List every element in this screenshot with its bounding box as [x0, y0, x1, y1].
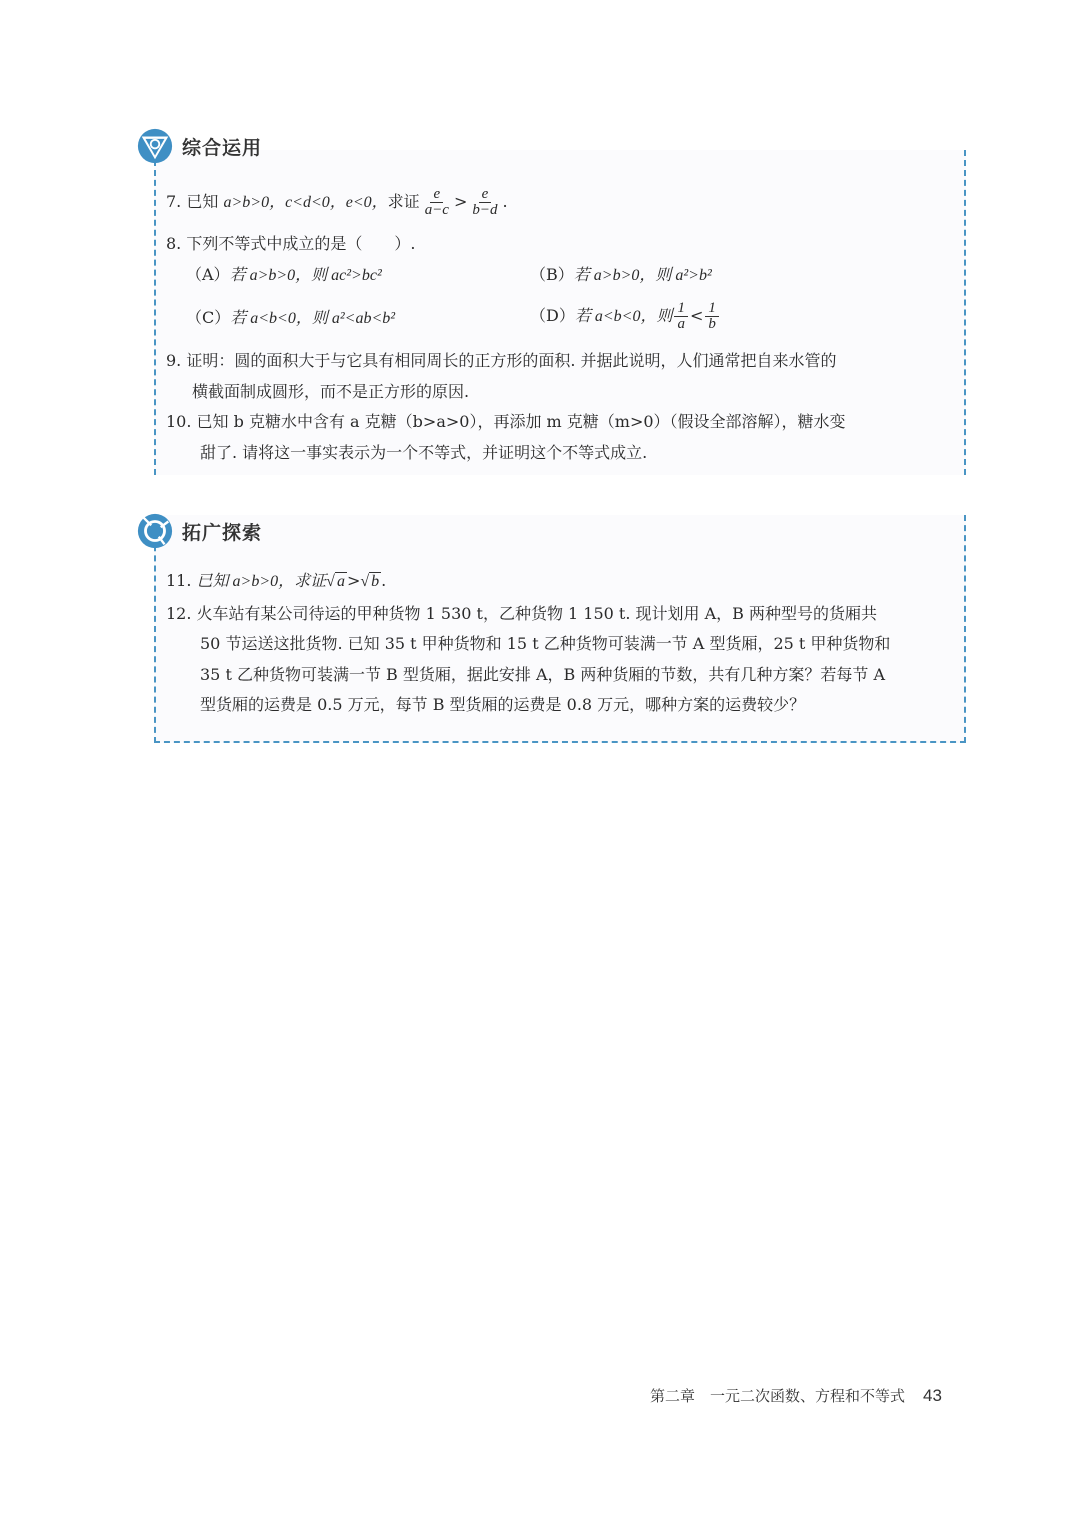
square-root: √ a: [326, 573, 345, 590]
fraction: $\frac{e}{b-d}$: [472, 186, 498, 218]
question-12-line3: 35 t 乙种货物可装满一节 B 型货厢，据此安排 A，B 两种货厢的节数，共有几种方案？若每节 A: [200, 665, 886, 684]
question-7: 7. 已知 a>b>0，c<d<0，e<0，求证 $\frac{e}{a-c}$ > $\frac{e}{b-d}$ .: [166, 186, 508, 218]
option-d: （D）若 a<b<0，则 $\frac{1}{a}$ < $\frac{1}{b}$: [530, 300, 721, 332]
square-root: √ b: [360, 573, 380, 590]
fraction: $\frac{1}{a}$: [674, 301, 688, 332]
triangle-circle-icon: [136, 127, 174, 165]
option-a: （A）若 a>b>0，则 ac²>bc²: [186, 265, 382, 284]
section-header-exploration: [136, 511, 262, 551]
question-11: 11. 已知 a>b>0，求证√ a >√ b .: [166, 571, 387, 590]
page-number: 43: [923, 1386, 942, 1405]
section-title: 拓广探索: [182, 521, 263, 544]
question-12-line4: 型货厢的运费是 0.5 万元，每节 B 型货厢的运费是 0.8 万元，哪种方案的运费较少？: [200, 695, 806, 714]
question-9-line2: 横截面制成圆形，而不是正方形的原因.: [192, 382, 470, 401]
question-12-line2: 50 节运送这批货物. 已知 35 t 甲种货物和 15 t 乙种货物可装满一节 A 型货厢，25 t 甲种货物和: [200, 634, 891, 653]
question-8-stem: 8. 下列不等式中成立的是（ ）.: [166, 234, 416, 253]
page-footer: [650, 1385, 942, 1406]
section-title: 综合运用: [182, 136, 263, 159]
section-header-comprehensive: [136, 126, 262, 166]
fraction: $\frac{e}{a-c}$: [424, 186, 449, 218]
question-10-line2: 甜了. 请将这一事实表示为一个不等式，并证明这个不等式成立.: [200, 443, 648, 462]
question-10: 10. 已知 b 克糖水中含有 a 克糖（b>a>0），再添加 m 克糖（m>0）（假设全部溶解），糖水变: [166, 412, 846, 431]
circle-swirl-icon: [136, 512, 174, 550]
option-b: （B）若 a>b>0，则 a²>b²: [530, 265, 712, 284]
chapter-title: 第二章 一元二次函数、方程和不等式: [650, 1387, 906, 1405]
question-12: 12. 火车站有某公司待运的甲种货物 1 530 t，乙种货物 1 150 t. 现计划用 A，B 两种型号的货厢共: [166, 604, 878, 623]
option-c: （C）若 a<b<0，则 a²<ab<b²: [186, 308, 396, 327]
question-9: 9. 证明：圆的面积大于与它具有相同周长的正方形的面积. 并据此说明，人们通常把自来水管的: [166, 351, 837, 370]
fraction: $\frac{1}{b}$: [705, 301, 719, 332]
